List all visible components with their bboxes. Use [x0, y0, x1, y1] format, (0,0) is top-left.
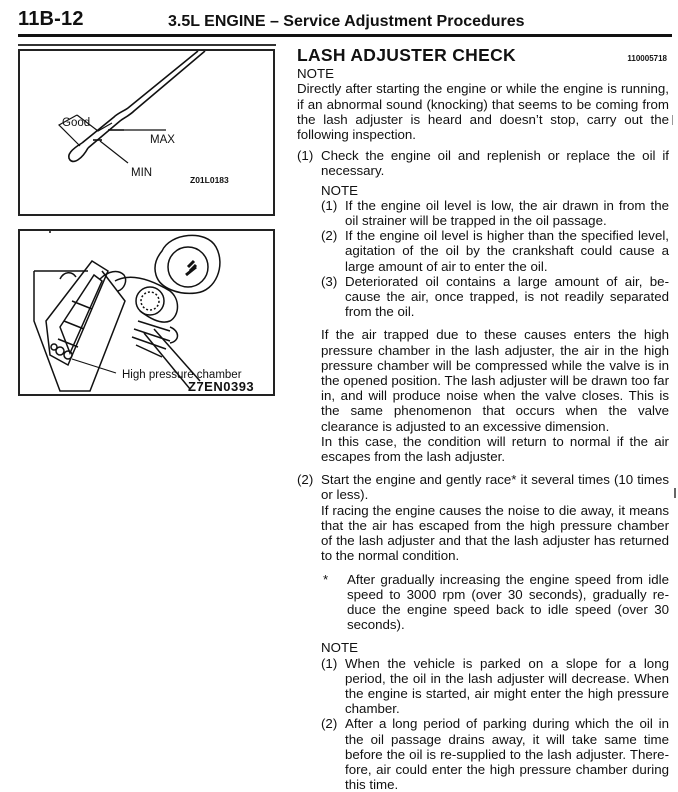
header-rule: [18, 34, 672, 37]
step-number: (2): [297, 472, 314, 488]
footnote-mark: *: [323, 571, 329, 587]
note-item: [321, 198, 669, 228]
note-text: When the vehicle is parked on a slope for a long period, the oil in the lash adjuster will decrease. When the engine is started, air might enter the high pressure chamber.: [345, 655, 669, 717]
note-text: If the engine oil level is higher than the specified level, agitation of the oil by the crankshaft could cause a large amount of air to enter the oil.: [345, 228, 669, 274]
figure-code: Z7EN0393: [188, 379, 255, 394]
min-label: MIN: [131, 167, 153, 179]
note-label: NOTE: [321, 640, 358, 656]
note-label: NOTE: [297, 66, 334, 82]
dipstick-illustration: [20, 51, 273, 214]
section-title: LASH ADJUSTER CHECK: [297, 45, 516, 65]
footnote: [321, 572, 669, 633]
note-label: NOTE: [321, 182, 358, 198]
note-text: After a long period of parking during which the oil in the oil passage drains away, it will take same time before the oil is re-supplied to the lash adjuster. There-fore, air could enter the high pressure chamber during this time.: [345, 716, 669, 792]
section-code: 110005718: [627, 54, 667, 63]
explanation-paragraph: If racing the engine causes the noise to die away, it means that the air has escaped from the high pressure chamber of the lash adjuster and that the lash adjuster has returned to the normal condition.: [321, 502, 669, 564]
note-number: (1): [321, 197, 338, 213]
page-number: 11B-12: [18, 8, 84, 30]
high-pressure-chamber-label: High pressure chamber: [122, 369, 242, 381]
scan-mark: [674, 488, 676, 498]
chapter-title: 3.5L ENGINE – Service Adjustment Procedures: [168, 13, 525, 30]
step-number: (1): [297, 148, 314, 164]
note-text: If the engine oil level is low, the air drawn in from the oil strainer will be trapped in the oil passage.: [345, 197, 669, 229]
step-1-details: [321, 179, 669, 465]
max-label: MAX: [150, 134, 175, 146]
note-number: (1): [321, 655, 338, 671]
good-label: Good: [62, 117, 91, 129]
scan-mark: [672, 115, 673, 125]
figure-code: Z01L0183: [190, 175, 229, 185]
section-header: [297, 45, 669, 66]
step-1: [297, 148, 669, 178]
step-text: Start the engine and gently race* it several times (10 times or less).: [321, 472, 669, 503]
note-number: (2): [321, 716, 338, 732]
figure-column-rule: [18, 44, 276, 46]
page-header: [0, 0, 678, 36]
explanation-paragraph: If the air trapped due to these causes enters the high pressure chamber in the lash adjuster, the air in the high pressure chamber will be compressed while the valve is in the opened position. The lash adjuster will be drawn too far in, and will produce noise when the valve closes. This is the same phenomenon that occurs when the valve clearance is adjusted to an excessive dimension.: [321, 327, 669, 434]
note-number: (3): [321, 273, 338, 289]
intro-note-text: Directly after starting the engine or while the engine is running, if an abnormal sound (knocking) that seems to be coming from the lash adjuster is heard and doesn’t stop, carry out the following inspection.: [297, 81, 669, 143]
footnote-text: After gradually increasing the engine speed from idle speed to 3000 rpm (over 30 seconds), gradually re-duce the engine speed back to idle speed (over 30 seconds).: [347, 571, 669, 633]
step-text: Check the engine oil and replenish or replace the oil if necessary.: [321, 148, 669, 179]
note-number: (2): [321, 228, 338, 244]
note-item: [321, 656, 669, 717]
step-2-details: [321, 503, 669, 792]
step-2: [297, 472, 669, 502]
dipstick-figure: [18, 49, 275, 216]
explanation-paragraph: In this case, the condition will return to normal if the air escapes from the lash adjuster.: [321, 433, 669, 465]
procedure-content: [297, 45, 669, 792]
note-item: [321, 274, 669, 320]
note-item: [321, 228, 669, 274]
note-text: Deteriorated oil contains a large amount of air, be-cause the air, once trapped, is not readily separated from the oil.: [345, 273, 669, 320]
lash-adjuster-figure: [18, 229, 275, 396]
